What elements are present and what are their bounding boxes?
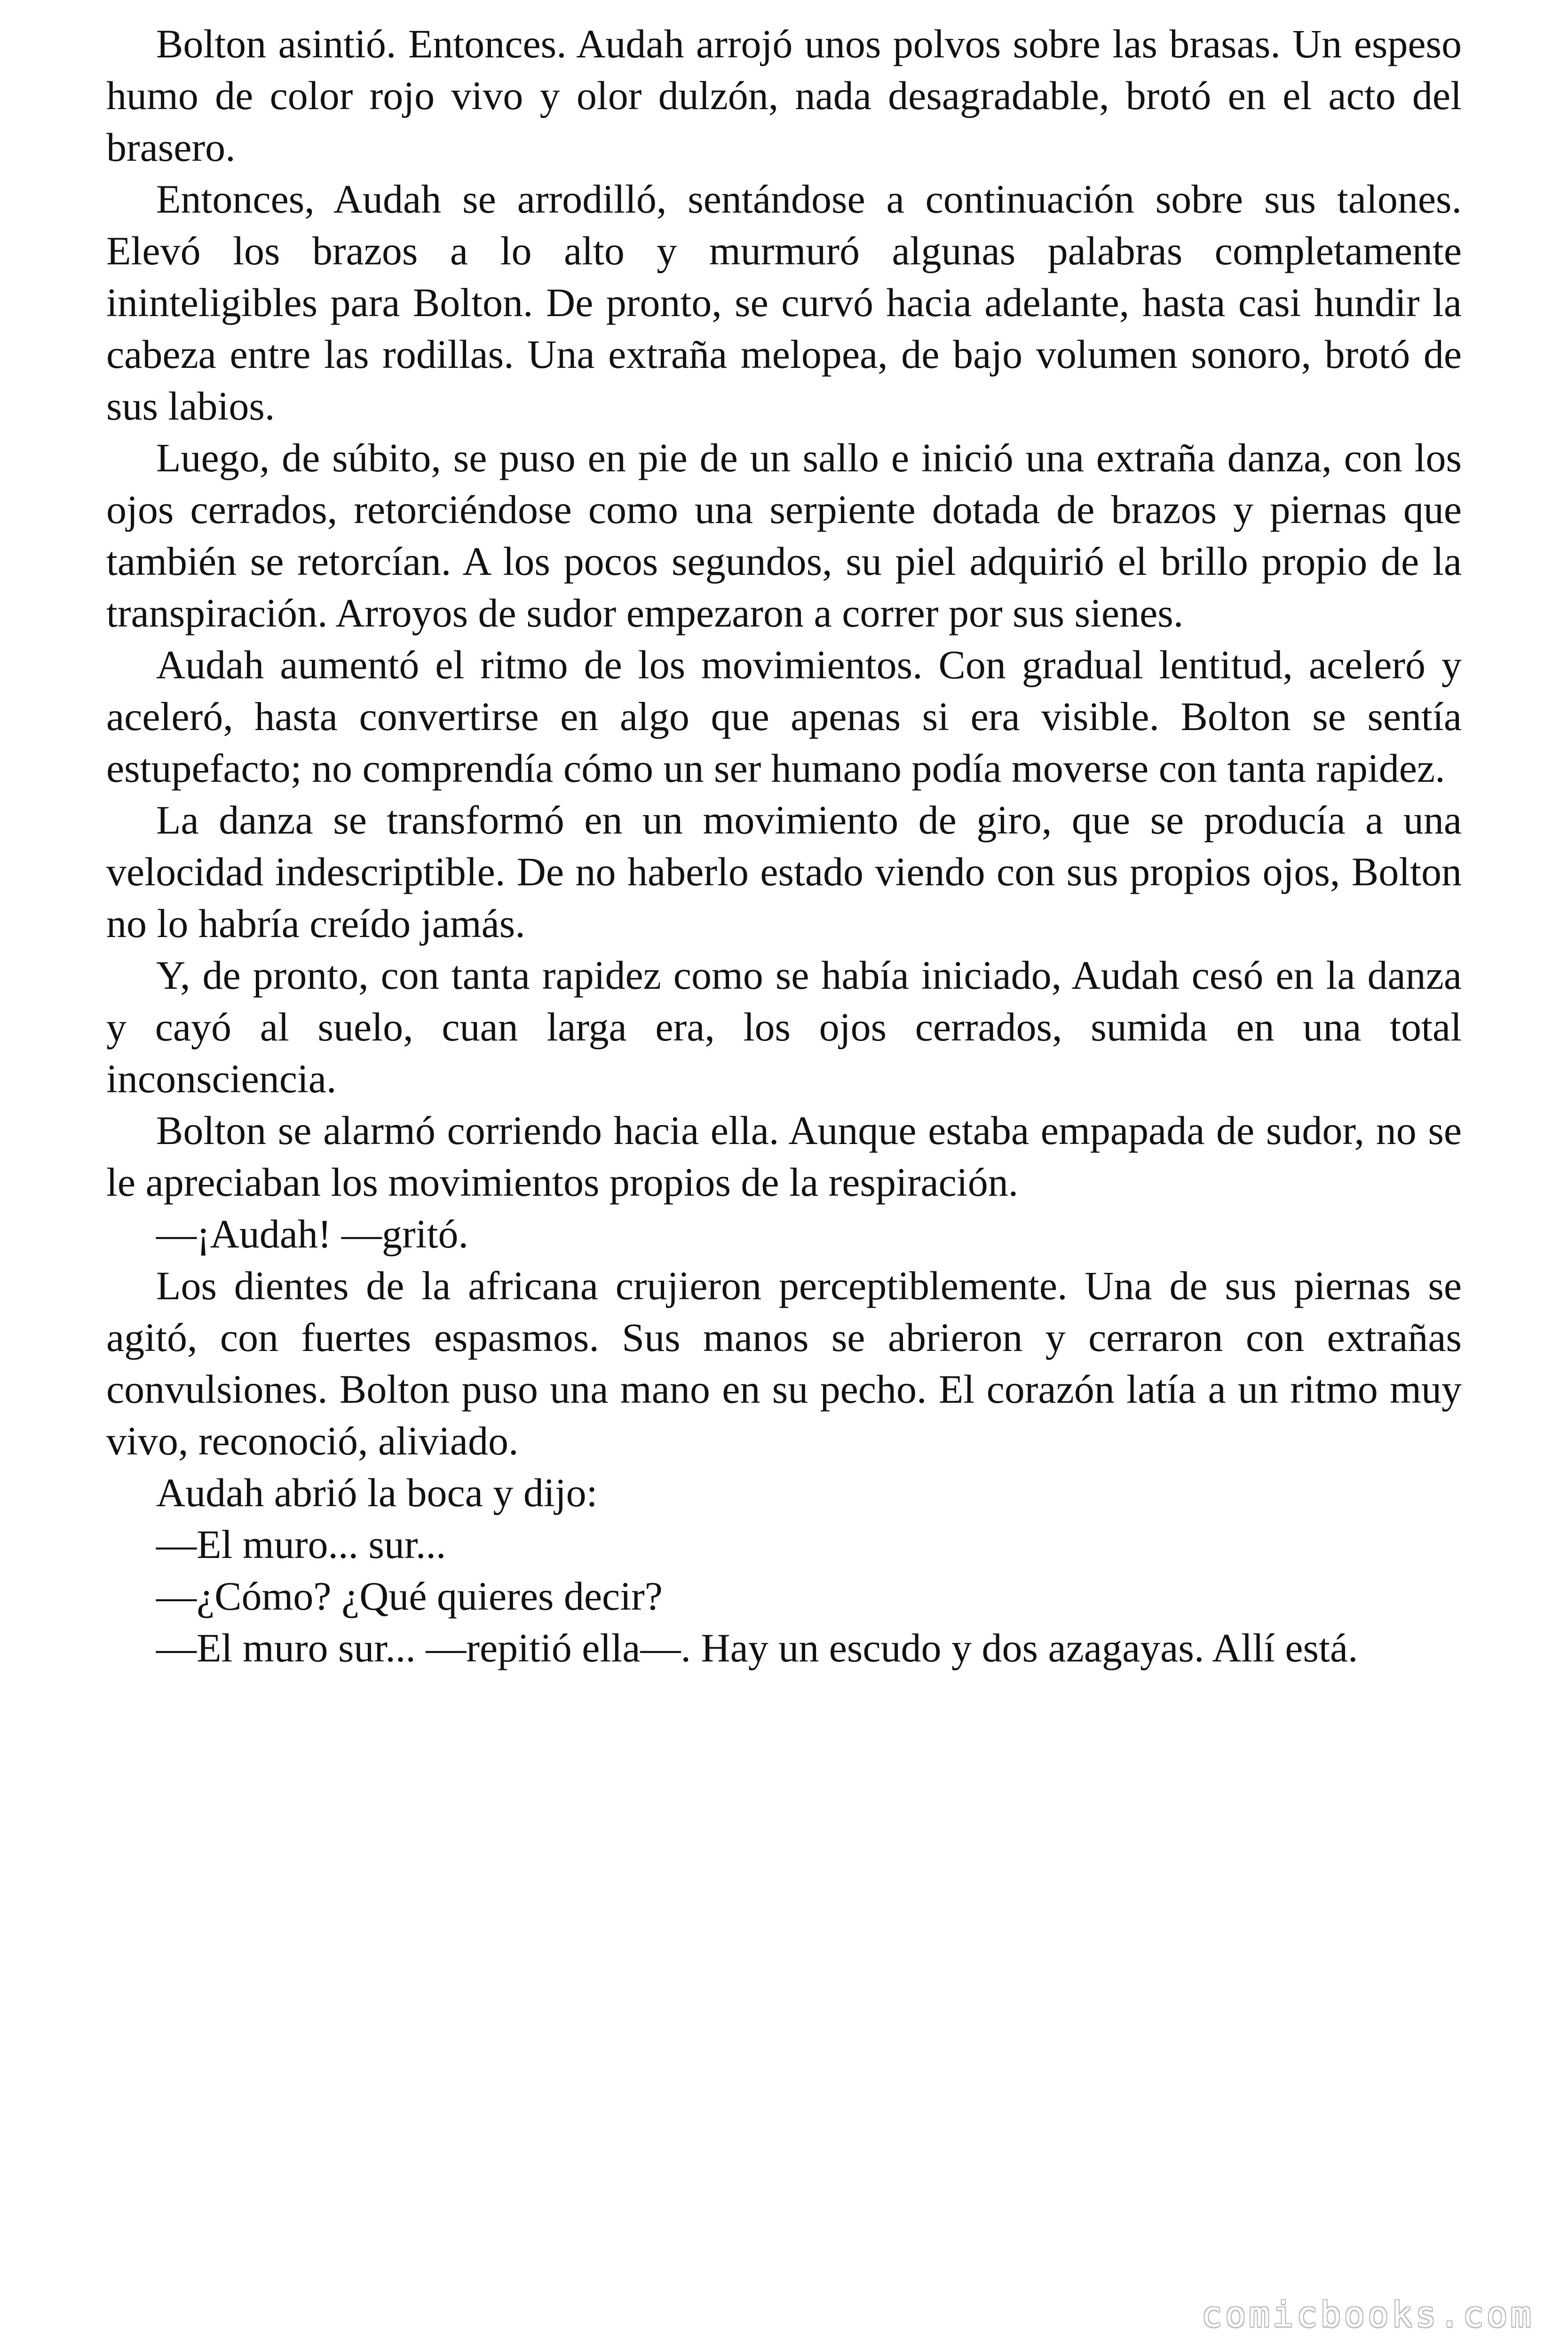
watermark: comicbooks.com [1201,2295,1534,2335]
dialogue-line: —¡Audah! —gritó. [156,1211,468,1256]
paragraph: Los dientes de la africana crujieron perceptiblemente. Una de sus piernas se agitó, con fuertes espasmos. Sus manos se abrieron y cerraron con extrañas convulsiones. Bolton puso una mano en su pecho. El corazón latía a un ritmo muy vivo, reconoció, aliviado. [106,1263,1462,1463]
paragraph: Luego, de súbito, se puso en pie de un sallo e inició una extraña danza, con los ojos cerrados, retorciéndose como una serpiente dotada de brazos y piernas que también se retorcían. A los pocos segundos, su piel adquirió el brillo propio de la transpiración. Arroyos de sudor empezaron a correr por sus sienes. [106,435,1462,636]
dialogue-line: —El muro... sur... [156,1522,446,1567]
paragraph: Audah abrió la boca y dijo: [156,1470,598,1515]
paragraph: Bolton se alarmó corriendo hacia ella. Aunque estaba empapada de sudor, no se le apreciaban los movimientos propios de la respiración. [106,1108,1462,1205]
paragraph: Y, de pronto, con tanta rapidez como se había iniciado, Audah cesó en la danza y cayó al suelo, cuan larga era, los ojos cerrados, sumida en una total inconsciencia. [106,953,1462,1101]
page-body [106,18,1462,1674]
dialogue-line: —El muro sur... —repitió ella—. Hay un escudo y dos azagayas. Allí está. [156,1625,1358,1670]
paragraph: Entonces, Audah se arrodilló, sentándose a continuación sobre sus talones. Elevó los brazos a lo alto y murmuró algunas palabras completamente ininteligibles para Bolton. De pronto, se curvó hacia adelante, hasta casi hundir la cabeza entre las rodillas. Una extraña melopea, de bajo volumen sonoro, brotó de sus labios. [106,176,1462,429]
paragraph: La danza se transformó en un movimiento de giro, que se producía a una velocidad indescriptible. De no haberlo estado viendo con sus propios ojos, Bolton no lo habría creído jamás. [106,797,1462,946]
dialogue-line: —¿Cómo? ¿Qué quieres decir? [156,1573,663,1619]
paragraph: Audah aumentó el ritmo de los movimientos. Con gradual lentitud, aceleró y aceleró, hasta convertirse en algo que apenas si era visible. Bolton se sentía estupefacto; no comprendía cómo un ser humano podía moverse con tanta rapidez. [106,642,1462,791]
paragraph: Bolton asintió. Entonces. Audah arrojó unos polvos sobre las brasas. Un espeso humo de color rojo vivo y olor dulzón, nada desagradable, brotó en el acto del brasero. [106,21,1462,170]
